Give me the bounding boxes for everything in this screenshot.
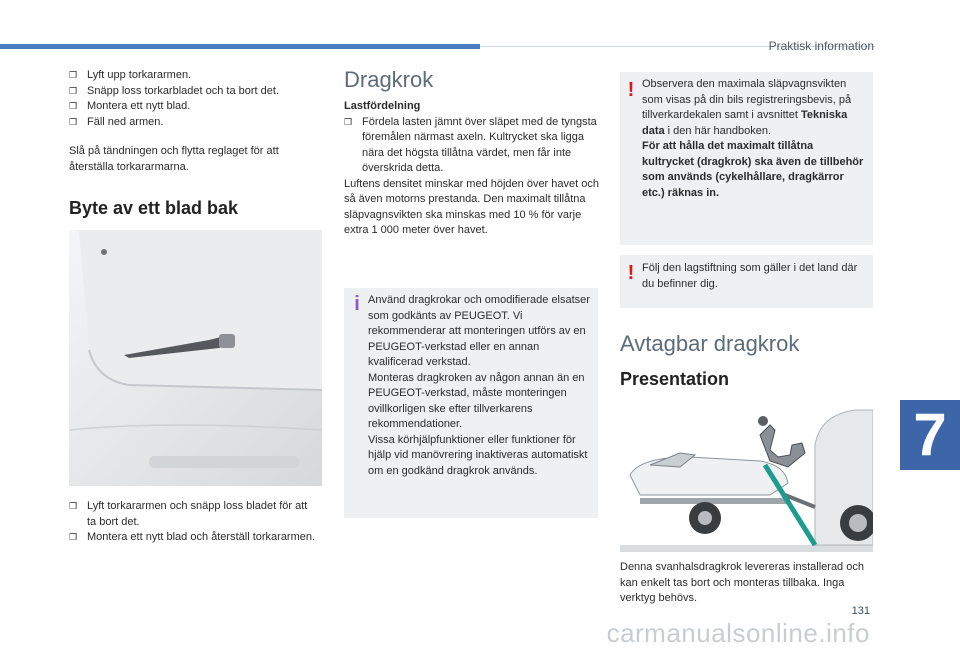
load-distribution-title: Lastfördelning [344,100,421,112]
header-accent-bar [0,44,480,49]
list-item: ❒ Snäpp loss torkarbladet och ta bort det. [69,84,309,100]
checkbox-bullet-icon: ❒ [69,101,78,111]
steps-rear [69,499,319,546]
list-item: ❒ Lyft upp torkararmen. [69,68,309,84]
rear-blade-heading: Byte av ett blad bak [69,198,239,218]
watermark: carmanualsonline.info [606,618,870,648]
info-box: i Använd dragkrokar och omodifierade elsatser som godkänts av PEUGEOT. Vi rekommenderar att monteringen utförs av en PEUGEOT-verkstad eller en annan kvalificerad verkstad. Monteras dragkroken av någon annan än en PEUGEOT-verkstad, måste monteringen ovillkorligen ske efter tillverkarens rekommendationer. Vissa körhjälpfunktioner eller funktioner för hjälp vid manövrering inaktiveras automatiskt om en godkänd dragkrok används. [344,288,598,518]
section-title: Praktisk information [768,39,874,53]
list-item: ❒ Montera ett nytt blad. [69,99,309,115]
load-distribution [344,99,599,239]
altitude-paragraph: Luftens densitet minskar med höjden över havet och så även motorns prestanda. Den maximalt tillåtna släpvagnsvikten ska minskas med 10 % för varje extra 1 000 meter över havet. [344,177,599,236]
warning-box-law: ! Följ den lagstiftning som gäller i det land där du befinner dig. [620,255,873,308]
list-item: ❒ Fäll ned armen. [69,115,309,131]
warning-icon: ! [627,79,635,101]
detachable-towbar-heading: Avtagbar dragkrok [620,331,800,356]
warning-box-weight: ! Observera den maximala släpvagnsvikten som visas på din bils registreringsbevis, på tillverkardekalen samt i avsnittet Tekniska data i den här handboken. För att hålla det maximalt tillåtna kultrycket (dragkrok) ska även de tillbehör som används (cykelhållare, dragkärror etc.) räknas in. [620,72,873,245]
checkbox-bullet-icon: ❒ [69,116,78,127]
list-item: ❒ Montera ett nytt blad och återställ torkararmen. [69,530,319,546]
list-item: ❒ Fördela lasten jämnt över släpet med de tyngsta föremålen närmast axeln. Kultrycket ska ligga nära det högsta tillåtna värdet, men får inte överskrida detta. [344,115,599,177]
checkbox-bullet-icon: ❒ [69,85,78,96]
presentation-paragraph: Denna svanhalsdragkrok levereras installerad och kan enkelt tas bort och monteras tillbaka. Inga verktyg behövs. [620,561,864,604]
towbar-heading: Dragkrok [344,67,434,92]
page-number: 131 [851,605,870,617]
checkbox-bullet-icon: ❒ [69,532,78,542]
rear-wiper-photo [69,230,322,486]
chapter-tab: 7 [900,400,960,470]
checkbox-bullet-icon: ❒ [344,116,353,127]
warning-icon: ! [627,262,635,284]
checkbox-bullet-icon: ❒ [69,501,78,511]
info-icon: i [354,293,360,315]
steps-front [69,68,309,130]
checkbox-bullet-icon: ❒ [69,70,78,80]
reset-paragraph: Slå på tändningen och flytta reglaget för att återställa torkararmarna. [69,145,279,173]
towbar-illustration [620,395,873,552]
list-item: ❒ Lyft torkararmen och snäpp loss bladet för att ta bort det. [69,499,319,530]
presentation-heading: Presentation [620,369,730,389]
